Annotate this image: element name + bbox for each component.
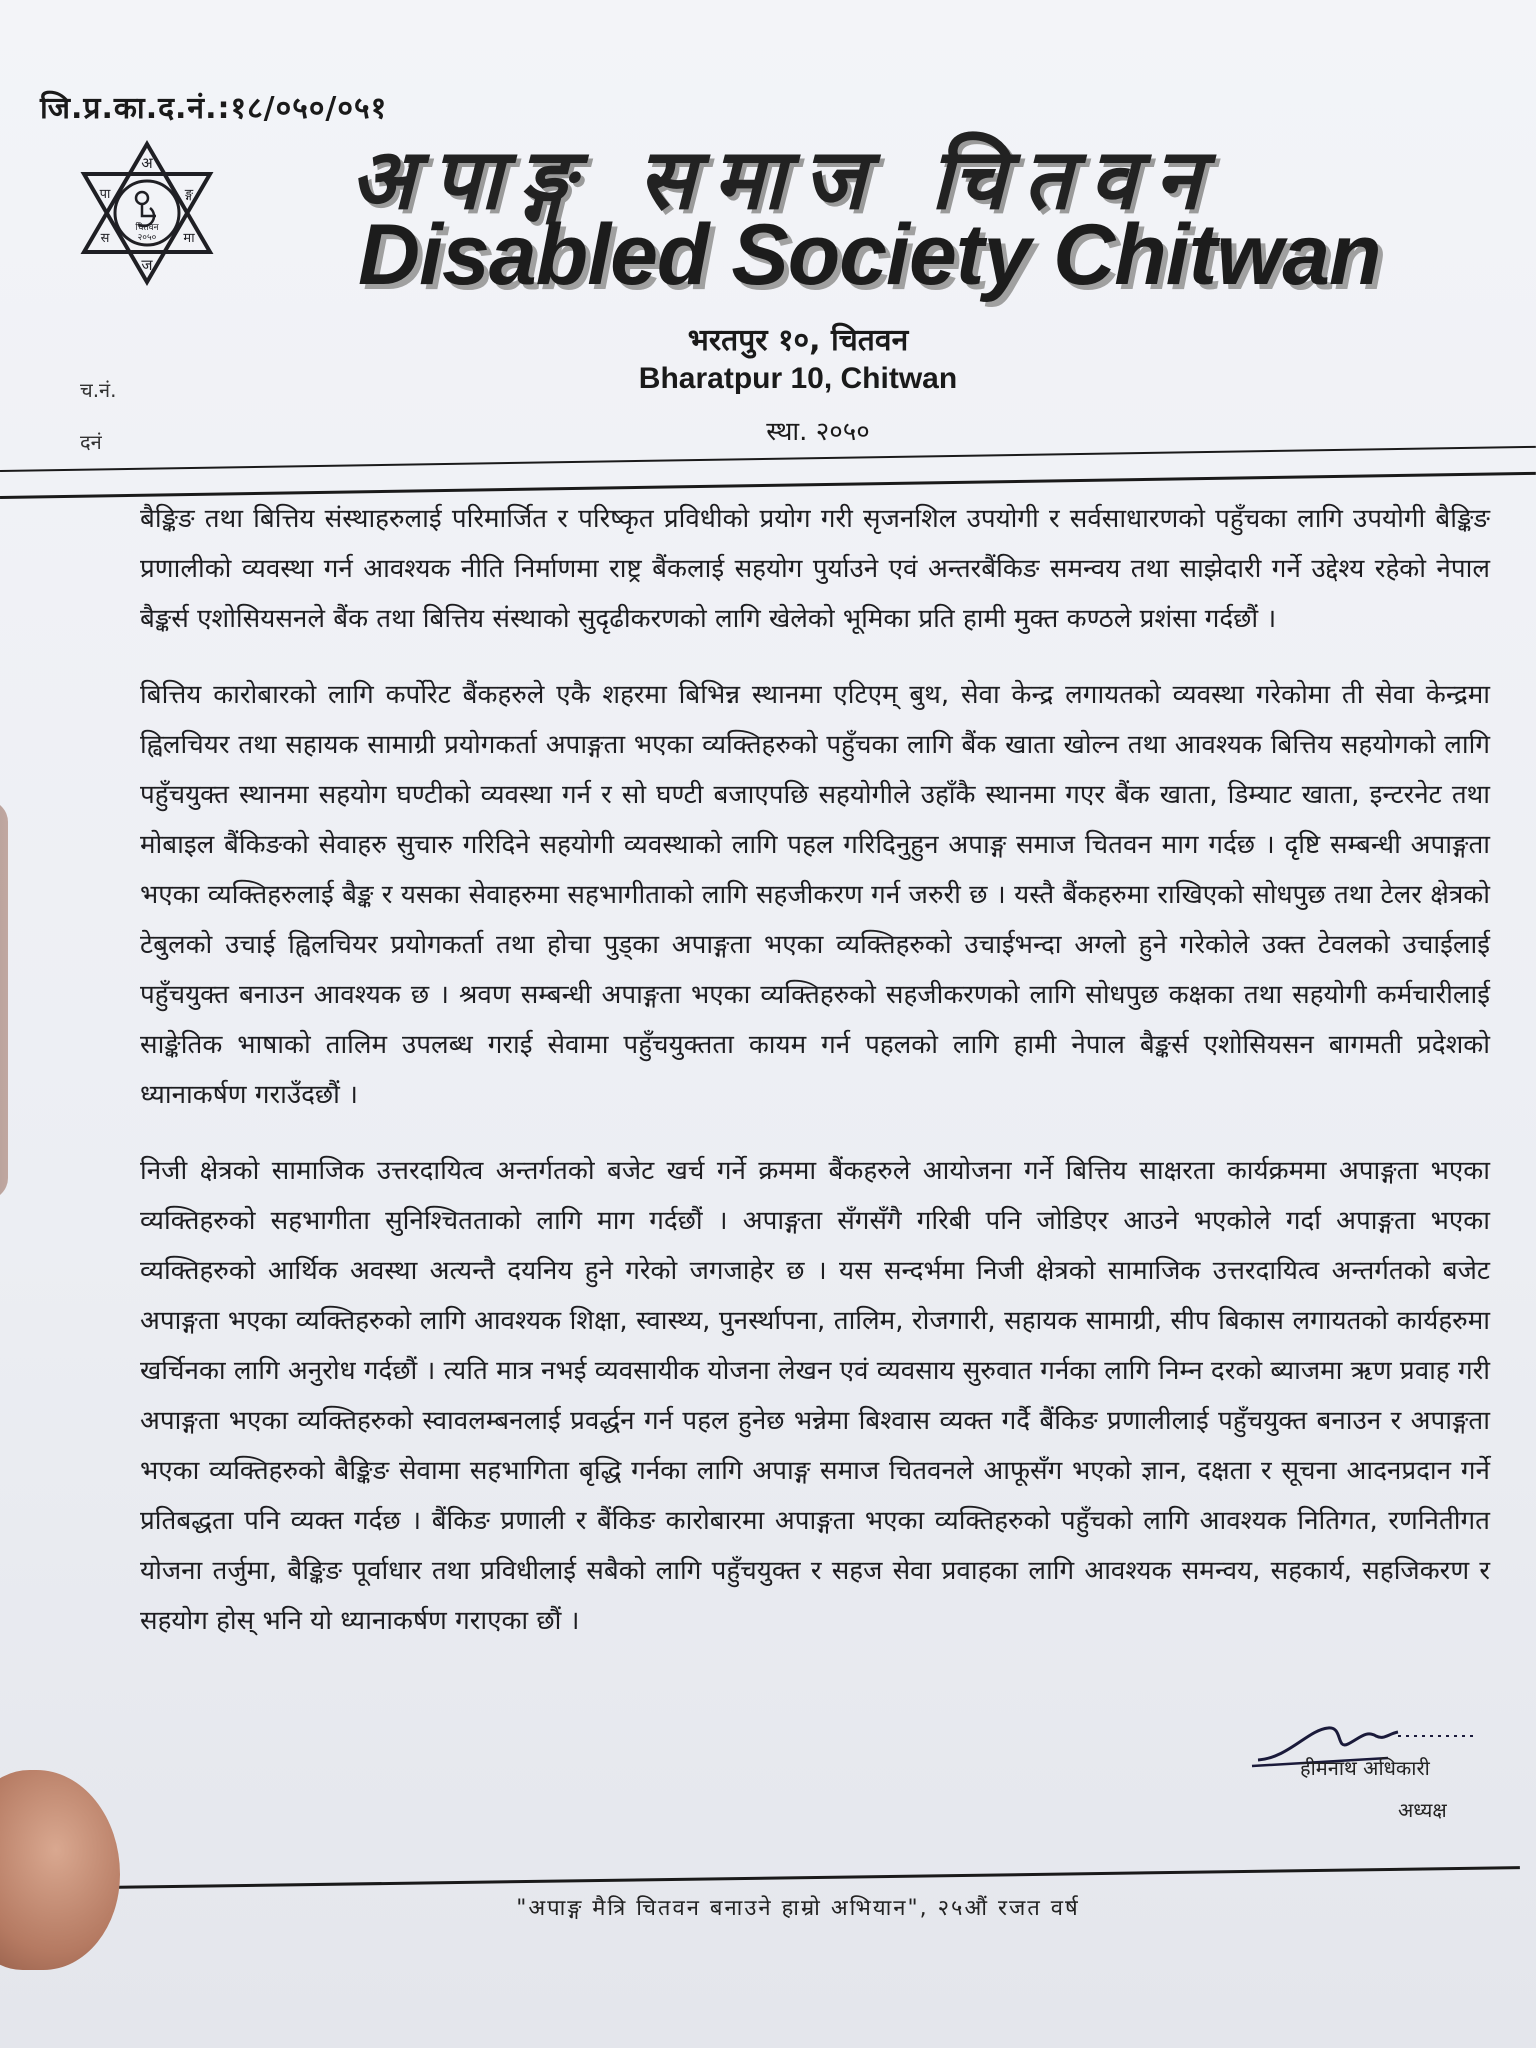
body-paragraph-2: बित्तिय कारोबारको लागि कर्पोरेट बैंकहरुले एकै शहरमा बिभिन्न स्थानमा एटिएम् बुथ, सेवा केन्द्र लगायतको व्यवस्था गरेकोमा ती सेवा केन्द्रमा ह्विलचियर तथा सहायक सामाग्री प्रयोगकर्ता अपाङ्गता भएका व्यक्तिहरुको पहुँचका लागि बैंक खाता खोल्न तथा आवश्यक बित्तिय सहयोगको लागि पहुँचयुक्त स्थानमा सहयोग घण्टीको व्यवस्था गर्न र सो घण्टी बजाएपछि सहयोगीले उहाँकै स्थानमा गएर बैंक खाता, डिम्याट खाता, इन्टरनेट तथा मोबाइल बैंकिङको सेवाहरु सुचारु गरिदिने सहयोगी व्यवस्थाको लागि पहल गरिदिनुहुन अपाङ्ग समाज चितवन माग गर्दछ । दृष्टि सम्बन्धी अपाङ्गता भएका व्यक्तिहरुलाई बैङ्क र यसका सेवाहरुमा सहभागीताको लागि सहजीकरण गर्न जरुरी छ । यस्तै बैंकहरुमा राखिएको सोधपुछ तथा टेलर क्षेत्रको टेबुलको उचाई ह्विलचियर प्रयोगकर्ता तथा होचा पुड्का अपाङ्गता भएका व्यक्तिहरुको उचाईभन्दा अग्लो हुने गरेकोले उक्त टेवलको उचाईलाई पहुँचयुक्त बनाउन आवश्यक छ । श्रवण सम्बन्धी अपाङ्गता भएका व्यक्तिहरुको सहजीकरणको लागि सोधपुछ कक्षका तथा सहयोगी कर्मचारीलाई साङ्केतिक भाषाको तालिम उपलब्ध गराई सेवामा पहुँचयुक्तता कायम गर्न पहलको लागि हामी नेपाल बैङ्कर्स एशोसियसन बागमती प्रदेशको ध्यानाकर्षण गराउँदछौं । [140,680,1490,1110]
organization-title-english: Disabled Society Chitwan [358,207,1381,303]
date-label: दनं [80,430,102,454]
emblem-label-bottom-right: मा [183,231,195,246]
holding-thumb [0,1770,120,1970]
letter-body [140,494,1490,1672]
emblem-label-left: पा [99,187,111,202]
established-year: स्था. २०५० [766,417,870,447]
holding-finger-shadow [0,800,8,1200]
signatory-name: हीमनाथ अधिकारी [1300,1756,1430,1780]
organization-title-nepali: अपाङ्ग समाज चितवन [350,130,1219,228]
reference-number-label: च.नं. [80,378,117,402]
emblem-inner-year: २०५० [137,233,157,243]
signatory-title: अध्यक्ष [1398,1798,1447,1822]
emblem-label-bottom-left: स [100,231,110,246]
emblem-inner-text: चितवन [135,223,159,233]
footer-divider [100,1866,1520,1889]
body-paragraph-3: निजी क्षेत्रको सामाजिक उत्तरदायित्व अन्तर्गतको बजेट खर्च गर्ने क्रममा बैंकहरुले आयोजना गर्ने बित्तिय साक्षरता कार्यक्रममा अपाङ्गता भएका व्यक्तिहरुको सहभागीता सुनिश्चितताको लागि माग गर्दछौं । अपाङ्गता सँगसँगै गरिबी पनि जोडिएर आउने भएकोले गर्दा अपाङ्गता भएका व्यक्तिहरुको आर्थिक अवस्था अत्यन्तै दयनिय हुने गरेको जगजाहेर छ । यस सन्दर्भमा निजी क्षेत्रको सामाजिक उत्तरदायित्व अन्तर्गतको बजेट अपाङ्गता भएका व्यक्तिहरुको लागि आवश्यक शिक्षा, स्वास्थ्य, पुनर्स्थापना, तालिम, रोजगारी, सहायक सामाग्री, सीप बिकास लगायतको कार्यहरुमा खर्चिनका लागि अनुरोध गर्दछौं । त्यति मात्र नभई व्यवसायीक योजना लेखन एवं व्यवसाय सुरुवात गर्नका लागि निम्न दरको ब्याजमा ऋण प्रवाह गरी अपाङ्गता भएका व्यक्तिहरुको स्वावलम्बनलाई प्रवर्द्धन गर्न पहल हुनेछ भन्नेमा बिश्वास व्यक्त गर्दै बैंकिङ प्रणालीलाई पहुँचयुक्त बनाउन र अपाङ्गता भएका व्यक्तिहरुको बैङ्किङ सेवामा सहभागिता बृद्धि गर्नका लागि अपाङ्ग समाज चितवनले आफूसँग भएको ज्ञान, दक्षता र सूचना आदनप्रदान गर्ने प्रतिबद्धता पनि व्यक्त गर्दछ । बैंकिङ प्रणाली र बैंकिङ कारोबारमा अपाङ्गता भएका व्यक्तिहरुको पहुँचको लागि आवश्यक नितिगत, रणनितीगत योजना तर्जुमा, बैङ्किङ पूर्वाधार तथा प्रविधीलाई सबैको लागि पहुँचयुक्त र सहज सेवा प्रवाहका लागि आवश्यक समन्वय, सहकार्य, सहजिकरण र सहयोग होस् भनि यो ध्यानाकर्षण गराएका छौं । [140,1156,1490,1636]
header-divider-thin [0,446,1536,472]
registration-number: जि.प्र.का.द.नं.:१८/०५०/०५१ [40,91,388,126]
address-nepali: भरतपुर १०, चितवन [687,323,909,358]
emblem-label-bottom: ज [141,256,153,274]
society-emblem-icon [72,138,222,288]
footer-slogan: "अपाङ्ग मैत्रि चितवन बनाउने हाम्रो अभियान", २५औं रजत वर्ष [516,1896,1080,1921]
body-paragraph-1: बैङ्किङ तथा बित्तिय संस्थाहरुलाई परिमार्जित र परिष्कृत प्रविधीको प्रयोग गरी सृजनशिल उपयोगी र सर्वसाधारणको पहुँचका लागि उपयोगी बैङ्किङ प्रणालीको व्यवस्था गर्न आवश्यक नीति निर्माणमा राष्ट्र बैंकलाई सहयोग पुर्याउने एवं अन्तरबैंकिङ समन्वय तथा साझेदारी गर्ने उद्देश्य रहेको नेपाल बैङ्कर्स एशोसियसनले बैंक तथा बित्तिय संस्थाको सुदृढीकरणको लागि खेलेको भूमिका प्रति हामी मुक्त कण्ठले प्रशंसा गर्दछौं । [140,504,1490,634]
emblem-label-top: अ [141,154,153,172]
address-english: Bharatpur 10, Chitwan [638,362,958,395]
emblem-label-right: ङ्ग [184,187,194,202]
